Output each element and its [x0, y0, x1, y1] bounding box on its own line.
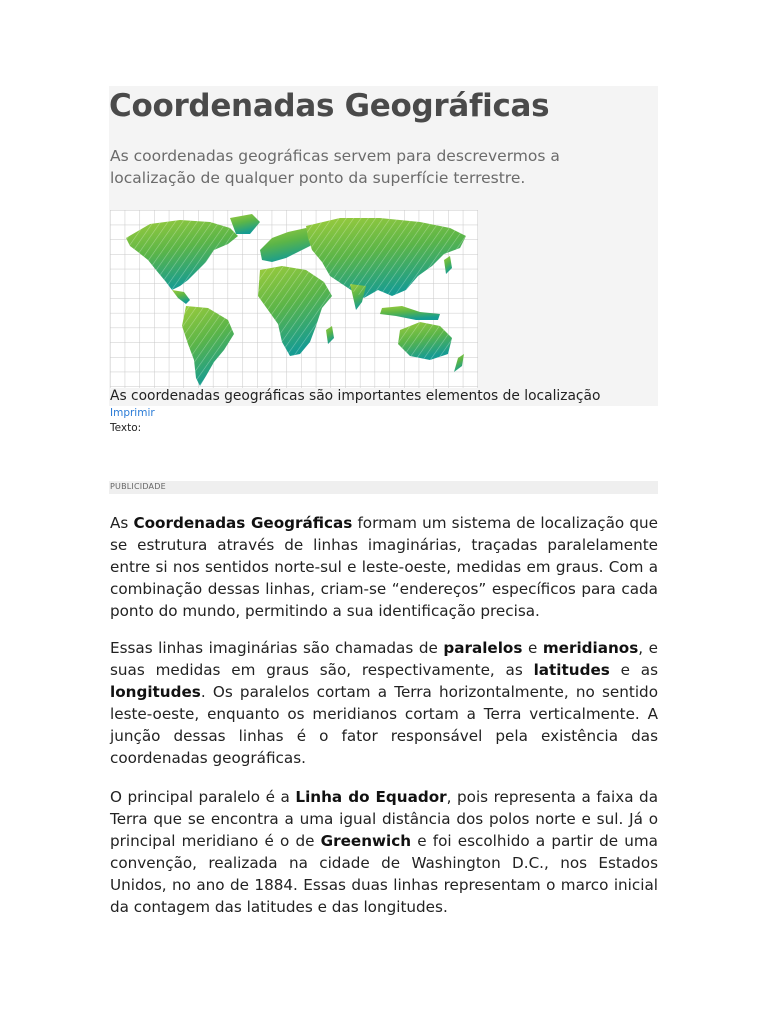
world-map-image — [110, 210, 478, 388]
article-subtitle: As coordenadas geográficas servem para descrevermos a localização de qualquer ponto da superfície terrestre. — [110, 147, 560, 187]
paragraph-text: e — [522, 639, 543, 657]
print-link[interactable]: Imprimir — [110, 407, 155, 419]
paragraph-2 — [110, 637, 658, 769]
paragraph-text: Essas linhas imaginárias são chamadas de — [110, 639, 444, 657]
bold-term: Linha do Equador — [295, 788, 447, 806]
bold-term: longitudes — [110, 683, 201, 701]
paragraph-text: , e suas medidas em graus são, respectivamente, as — [110, 639, 658, 679]
image-caption: As coordenadas geográficas são importantes elementos de localização — [110, 388, 601, 404]
paragraph-text: As — [110, 514, 134, 532]
paragraph-text: . Os paralelos cortam a Terra horizontalmente, no sentido leste-oeste, enquanto os meridianos cortam a Terra verticalmente. A junção dessas linhas é o fator responsável pela existência das coordenadas geográficas. — [110, 683, 658, 767]
paragraph-text: formam um sistema de localização que se estrutura através de linhas imaginárias, traçadas paralelamente entre si nos sentidos norte-sul e leste-oeste, medidas em graus. Com a combinação dessas linhas, criam-se “endereços” específicos para cada ponto do mundo, permitindo a sua identificação precisa. — [110, 514, 658, 620]
bold-term: paralelos — [443, 639, 523, 657]
paragraph-text: O principal paralelo é a — [110, 788, 296, 806]
paragraph-text: e as — [609, 661, 658, 679]
paragraph-3 — [110, 786, 658, 918]
paragraph-1 — [110, 512, 658, 622]
paragraph-text: , pois representa a faixa da Terra que se encontra a uma igual distância dos polos norte e sul. Já o principal meridiano é o de — [110, 788, 658, 850]
advertisement-bar — [109, 481, 658, 494]
bold-term: meridianos — [542, 639, 639, 657]
text-label: Texto: — [110, 422, 142, 434]
paragraph-text: e foi escolhido a partir de uma convenção, realizada na cidade de Washington D.C., nos Estados Unidos, no ano de 1884. Essas duas linhas representam o marco inicial da contagem das latitudes e das longitudes. — [110, 832, 658, 916]
bold-term: Greenwich — [320, 832, 412, 850]
ad-label: PUBLICIDADE — [110, 482, 166, 491]
bold-term: latitudes — [533, 661, 610, 679]
bold-term: Coordenadas Geográficas — [133, 514, 353, 532]
page-title: Coordenadas Geográficas — [109, 88, 550, 124]
